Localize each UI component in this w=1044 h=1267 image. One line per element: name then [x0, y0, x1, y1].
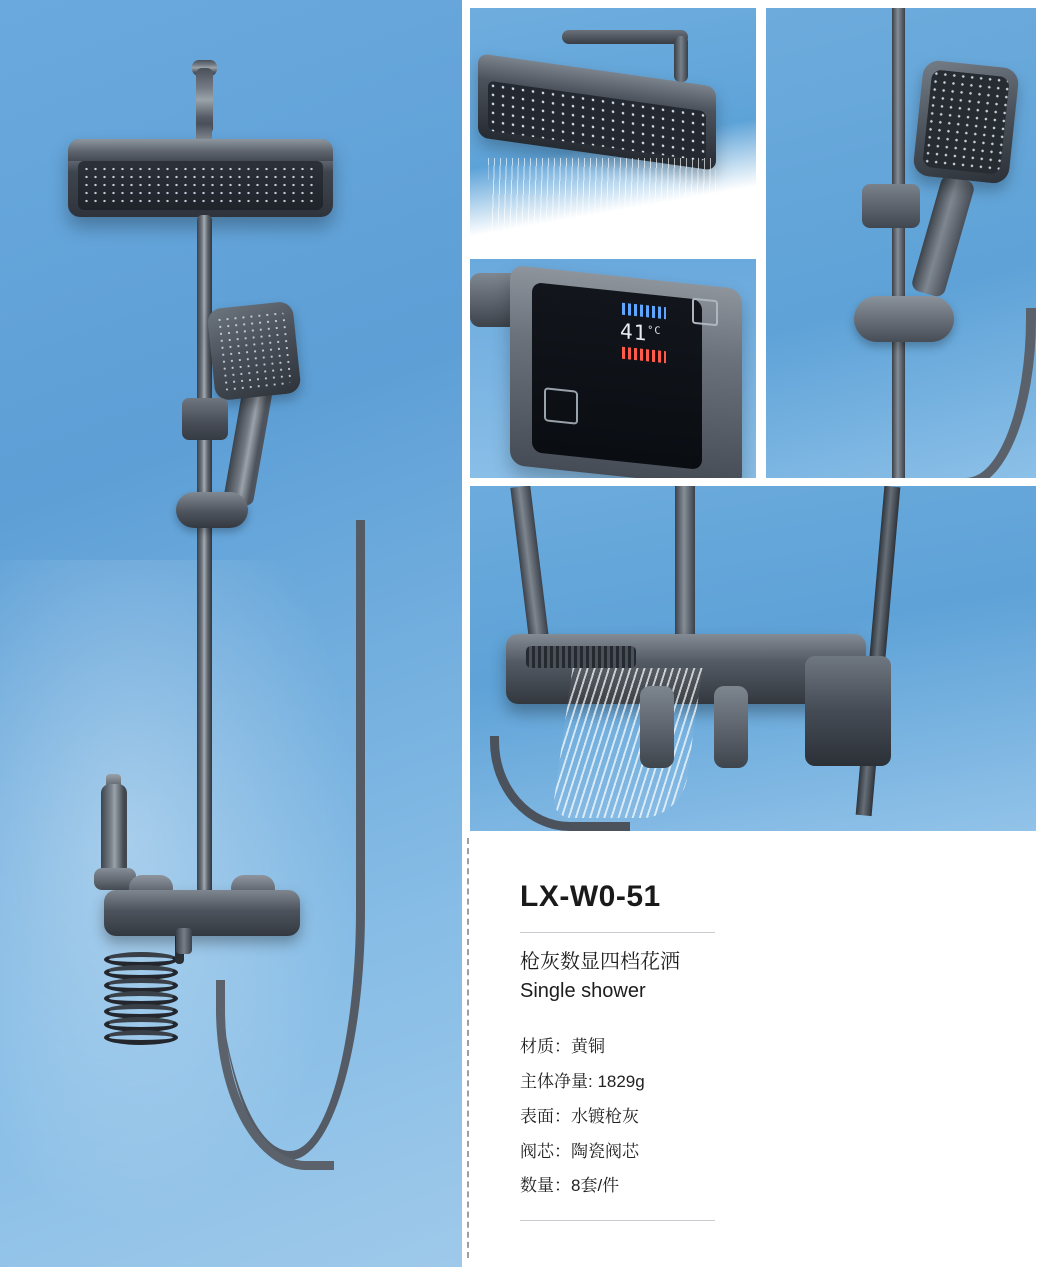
- thumb2-riser-rail: [892, 8, 905, 478]
- handheld-shower-head: [206, 301, 301, 401]
- spec-quantity: 数量：8套/件: [520, 1176, 620, 1196]
- thumb1-water-spray: [488, 158, 716, 251]
- thermostatic-mixer-body: [104, 890, 300, 936]
- thumb4-pipe-center: [675, 486, 695, 656]
- nozzle-grid: [82, 165, 319, 206]
- spec-material: 材质：黄铜: [520, 1037, 605, 1056]
- thumb4-knob-right: [714, 686, 748, 768]
- temperature-readout: [620, 319, 661, 347]
- info-rule-bottom: [520, 1220, 715, 1221]
- thumbnail-overhead-spray: [470, 8, 756, 251]
- handheld-handle: [223, 383, 273, 506]
- thumb2-handheld-head: [912, 59, 1020, 184]
- product-info-panel: [520, 880, 940, 1221]
- thumb1-arm-drop: [674, 36, 688, 82]
- product-name-en: Single shower: [520, 980, 646, 1002]
- thumb3-digital-screen: [532, 282, 702, 470]
- thumbnail-digital-display: [470, 259, 756, 478]
- bidet-coil-hose: [104, 952, 180, 1044]
- brand-logo-icon: [692, 298, 718, 327]
- temperature-value: 41: [620, 318, 648, 346]
- thumb1-shower-arm: [562, 30, 688, 44]
- hero-product-image: [0, 0, 462, 1267]
- overhead-head-face: [78, 161, 323, 210]
- overhead-shower-head: [68, 139, 333, 217]
- thumbnail-handheld-rail: [766, 8, 1036, 478]
- handheld-bracket: [182, 398, 228, 440]
- product-name-cn: 枪灰数显四档花洒: [520, 951, 680, 973]
- overhead-head-bevel: [68, 139, 333, 161]
- degree-unit: °C: [647, 324, 662, 338]
- handheld-head-face: [215, 310, 293, 393]
- thumb4-spout: [805, 656, 891, 766]
- shower-mode-icon: [544, 387, 578, 425]
- mixer-outlet: [176, 928, 192, 954]
- spec-cartridge: 阀芯：陶瓷阀芯: [520, 1141, 639, 1161]
- bidet-sprayer: [101, 784, 127, 876]
- product-sku: LX-W0-51: [520, 880, 661, 913]
- thumb2-nozzle-face: [922, 69, 1010, 175]
- thumbnail-mixer-running: [470, 486, 1036, 831]
- thumb4-knob-left: [640, 686, 674, 768]
- spec-finish: 表面：水镀枪灰: [520, 1106, 639, 1126]
- spec-net-weight: 主体净量: 1829g: [520, 1071, 645, 1091]
- thumb4-waterfall-grill: [526, 646, 636, 668]
- thumb2-bracket: [862, 184, 920, 228]
- info-rule-top: [520, 932, 715, 933]
- shower-hose-lower: [216, 980, 334, 1170]
- dashed-divider: [467, 838, 469, 1258]
